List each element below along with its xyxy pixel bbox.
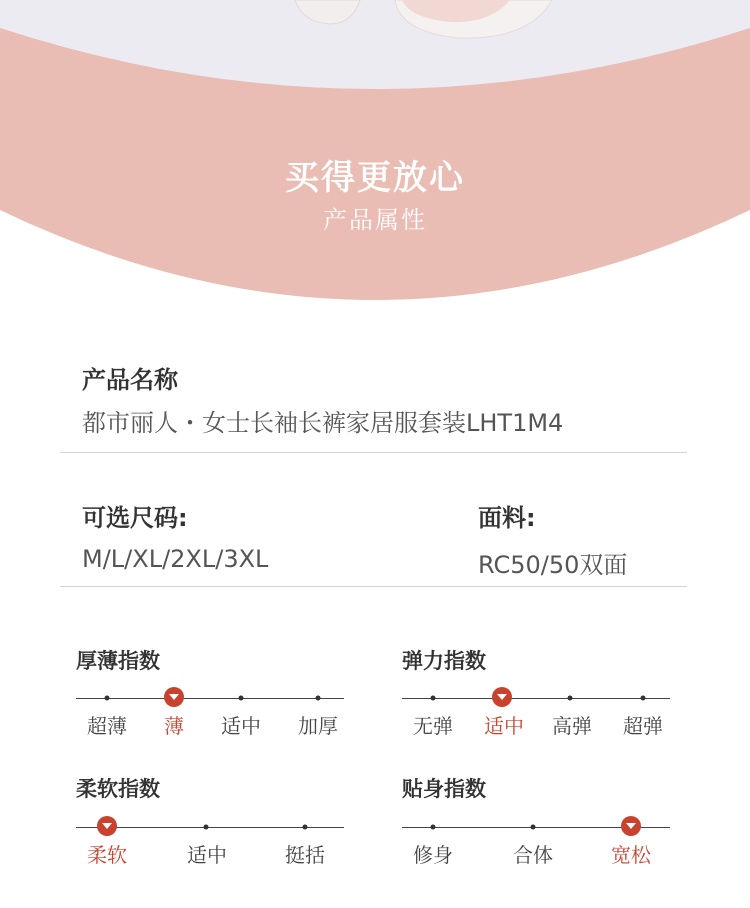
scale-dot [568,696,573,701]
thickness-option: 加厚 [298,714,338,738]
size-value: M/L/XL/2XL/3XL [82,545,269,573]
fit-option: 合体 [513,843,553,867]
scale-dot [431,696,436,701]
scale-dot [204,825,209,830]
scale-dot [431,825,436,830]
elasticity-option: 超弹 [623,714,663,738]
thickness-option: 超薄 [87,714,127,738]
thickness-scale-line [76,698,344,699]
elasticity-option: 高弹 [552,714,592,738]
scale-dot [303,825,308,830]
thickness-option: 适中 [221,714,261,738]
fit-option-selected: 宽松 [611,843,651,867]
softness-option: 挺括 [285,843,325,867]
softness-index-title: 柔软指数 [76,777,160,801]
product-name-label: 产品名称 [82,366,178,394]
banner-subtitle: 产品属性 [323,206,427,234]
elasticity-scale-line [402,698,670,699]
softness-selected-marker [97,816,117,836]
thickness-selected-marker [164,687,184,707]
softness-option: 适中 [187,843,227,867]
elasticity-index-title: 弹力指数 [402,649,486,673]
attributes-banner [0,0,750,300]
divider [60,586,687,587]
banner-title: 买得更放心 [285,158,465,198]
fit-option: 修身 [413,843,453,867]
scale-dot [316,696,321,701]
fit-selected-marker [621,816,641,836]
elasticity-selected-marker [492,687,512,707]
softness-option-selected: 柔软 [87,843,127,867]
scale-dot [105,696,110,701]
elasticity-option: 无弹 [413,714,453,738]
divider [60,452,687,453]
size-label: 可选尺码: [82,504,188,532]
fit-index-title: 贴身指数 [402,777,486,801]
product-name-value: 都市丽人・女士长袖长裤家居服套装LHT1M4 [82,409,564,437]
thickness-index-title: 厚薄指数 [76,649,160,673]
scale-dot [239,696,244,701]
fabric-label: 面料: [478,504,536,532]
fabric-value: RC50/50双面 [478,551,628,579]
elasticity-option-selected: 适中 [484,714,524,738]
thickness-option-selected: 薄 [164,714,184,738]
scale-dot [531,825,536,830]
slipper-image [290,0,555,40]
scale-dot [641,696,646,701]
